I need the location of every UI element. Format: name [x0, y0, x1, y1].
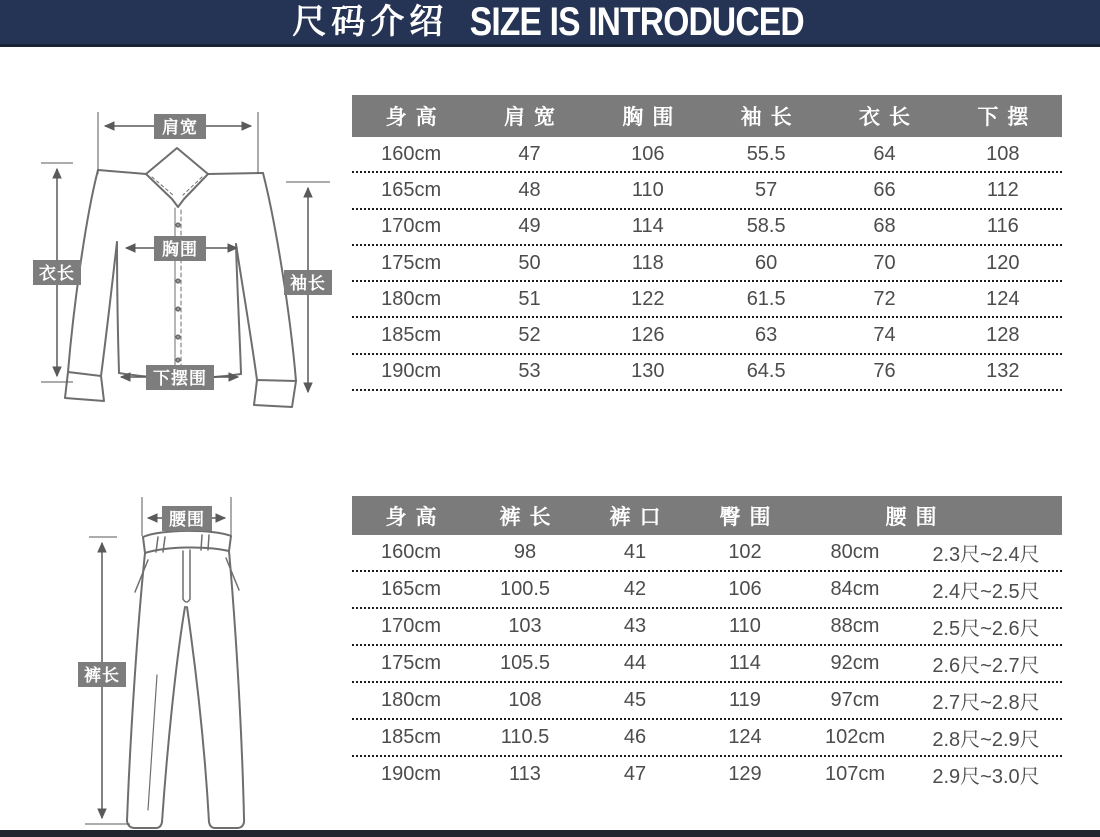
pants-table-body	[352, 535, 1062, 792]
table-cell: 2.9尺~3.0尺	[932, 766, 1040, 788]
table-cell: 53	[518, 360, 541, 383]
shoulder-width-label	[154, 114, 206, 139]
column-header: 下摆	[977, 106, 1038, 129]
table-cell: 180cm	[381, 287, 442, 310]
shirt-table-header	[352, 95, 1062, 137]
table-cell: 2.7尺~2.8尺	[932, 692, 1040, 714]
table-cell: 119	[729, 689, 761, 711]
pants-measure-arrows	[85, 497, 231, 824]
table-cell: 49	[518, 215, 541, 238]
table-cell: 64	[873, 142, 896, 165]
table-cell: 92cm	[830, 652, 880, 674]
table-cell: 126	[631, 324, 665, 347]
table-row	[352, 609, 1062, 646]
table-cell: 42	[623, 578, 647, 600]
table-cell: 70	[873, 251, 896, 274]
column-header: 裤口	[609, 505, 670, 529]
table-cell: 132	[986, 360, 1020, 383]
table-cell: 110	[729, 615, 761, 637]
table-cell: 122	[631, 287, 665, 310]
table-cell: 2.5尺~2.6尺	[932, 618, 1040, 640]
table-cell: 130	[631, 360, 665, 383]
waist-girth-label	[162, 506, 212, 531]
table-cell: 118	[631, 251, 664, 274]
table-cell: 58.5	[746, 215, 786, 238]
table-row	[352, 355, 1062, 391]
garment-length-label-text: 衣长	[39, 264, 75, 283]
table-cell: 2.6尺~2.7尺	[932, 655, 1040, 677]
table-cell: 114	[729, 652, 761, 674]
shoulder-width-label-text: 肩宽	[162, 118, 198, 137]
table-cell: 74	[873, 324, 896, 347]
waist-girth-label-text: 腰围	[169, 510, 205, 529]
table-row	[352, 720, 1062, 757]
column-header: 袖长	[740, 106, 801, 129]
table-cell: 2.8尺~2.9尺	[932, 729, 1040, 751]
table-row	[352, 173, 1062, 209]
table-row	[352, 757, 1062, 792]
table-cell: 76	[873, 360, 896, 383]
table-cell: 97cm	[830, 689, 880, 711]
table-cell: 124	[728, 726, 762, 748]
table-cell: 61.5	[746, 287, 786, 310]
bottom-divider-bar	[0, 830, 1100, 837]
table-cell: 45	[623, 689, 647, 711]
table-cell: 108	[986, 142, 1020, 165]
table-row	[352, 572, 1062, 609]
table-row	[352, 646, 1062, 683]
table-cell: 175cm	[380, 652, 442, 674]
column-header: 身高	[385, 505, 446, 529]
table-row	[352, 683, 1062, 720]
table-cell: 110	[631, 178, 664, 201]
table-cell: 110.5	[500, 726, 550, 748]
table-row	[352, 535, 1062, 572]
table-cell: 44	[623, 652, 647, 674]
table-cell: 47	[518, 142, 541, 165]
table-cell: 64.5	[746, 360, 786, 383]
shirt-table-body	[352, 137, 1062, 391]
table-row	[352, 137, 1062, 173]
table-cell: 43	[623, 615, 647, 637]
shirt-diagram	[5, 60, 345, 425]
hem-girth-label	[146, 365, 214, 390]
table-cell: 114	[631, 215, 664, 238]
pants-length-label	[78, 662, 126, 687]
table-cell: 165cm	[381, 178, 442, 201]
table-cell: 98	[513, 541, 537, 563]
table-cell: 102	[728, 541, 762, 563]
table-cell: 63	[755, 324, 778, 347]
column-header: 裤长	[499, 505, 560, 529]
table-cell: 108	[508, 689, 542, 711]
table-cell: 66	[873, 178, 896, 201]
chest-girth-label-text: 胸围	[162, 240, 198, 259]
table-cell: 68	[873, 215, 896, 238]
pants-size-table	[352, 496, 1062, 792]
table-cell: 124	[986, 287, 1020, 310]
table-cell: 129	[728, 763, 762, 785]
table-cell: 160cm	[380, 541, 442, 563]
pants-diagram	[55, 480, 345, 835]
sleeve-length-label-text: 袖长	[290, 274, 326, 293]
table-cell: 41	[623, 541, 647, 563]
table-row	[352, 246, 1062, 282]
column-header: 臀围	[719, 505, 780, 529]
pants-table-header	[352, 496, 1062, 535]
garment-length-label	[33, 260, 81, 285]
table-cell: 100.5	[499, 578, 551, 600]
table-cell: 120	[986, 251, 1020, 274]
table-cell: 48	[518, 178, 541, 201]
table-cell: 2.3尺~2.4尺	[932, 544, 1040, 566]
table-cell: 107cm	[824, 763, 886, 785]
column-header: 身高	[385, 106, 446, 129]
column-header: 腰围	[885, 505, 946, 529]
table-cell: 57	[755, 178, 778, 201]
table-cell: 185cm	[381, 324, 442, 347]
table-cell: 190cm	[380, 763, 442, 785]
banner-title-cn: 尺码介绍	[292, 3, 449, 41]
table-cell: 80cm	[830, 541, 880, 563]
sleeve-length-label	[284, 270, 332, 295]
table-row	[352, 318, 1062, 354]
table-cell: 106	[631, 142, 665, 165]
table-cell: 103	[508, 615, 542, 637]
table-cell: 185cm	[380, 726, 442, 748]
pants-outline	[127, 531, 244, 828]
table-cell: 165cm	[380, 578, 442, 600]
shirt-size-table	[352, 95, 1062, 391]
table-cell: 102cm	[824, 726, 886, 748]
table-cell: 170cm	[381, 215, 442, 238]
table-cell: 60	[755, 251, 778, 274]
table-cell: 88cm	[830, 615, 880, 637]
banner-title-en: SIZE IS INTRODUCED	[470, 0, 804, 44]
banner	[0, 0, 1100, 47]
table-cell: 180cm	[380, 689, 442, 711]
pants-length-label-text: 裤长	[84, 666, 120, 685]
table-row	[352, 210, 1062, 246]
table-cell: 46	[623, 726, 647, 748]
table-cell: 2.4尺~2.5尺	[932, 581, 1040, 603]
table-cell: 112	[986, 178, 1019, 201]
table-cell: 190cm	[381, 360, 442, 383]
hem-girth-label-text: 下摆围	[153, 369, 207, 388]
table-cell: 128	[986, 324, 1020, 347]
table-cell: 160cm	[381, 142, 442, 165]
table-cell: 72	[873, 287, 896, 310]
table-cell: 51	[518, 287, 541, 310]
table-cell: 175cm	[381, 251, 442, 274]
chest-girth-label	[154, 236, 206, 261]
table-cell: 106	[728, 578, 762, 600]
column-header: 肩宽	[503, 106, 564, 129]
table-cell: 116	[986, 215, 1019, 238]
table-cell: 47	[623, 763, 647, 785]
table-cell: 50	[518, 251, 541, 274]
table-cell: 105.5	[499, 652, 551, 674]
table-cell: 113	[509, 763, 541, 785]
column-header: 胸围	[622, 106, 683, 129]
table-cell: 55.5	[746, 142, 786, 165]
table-row	[352, 282, 1062, 318]
table-cell: 52	[518, 324, 541, 347]
column-header: 衣长	[858, 106, 919, 129]
table-cell: 170cm	[380, 615, 442, 637]
table-cell: 84cm	[830, 578, 880, 600]
